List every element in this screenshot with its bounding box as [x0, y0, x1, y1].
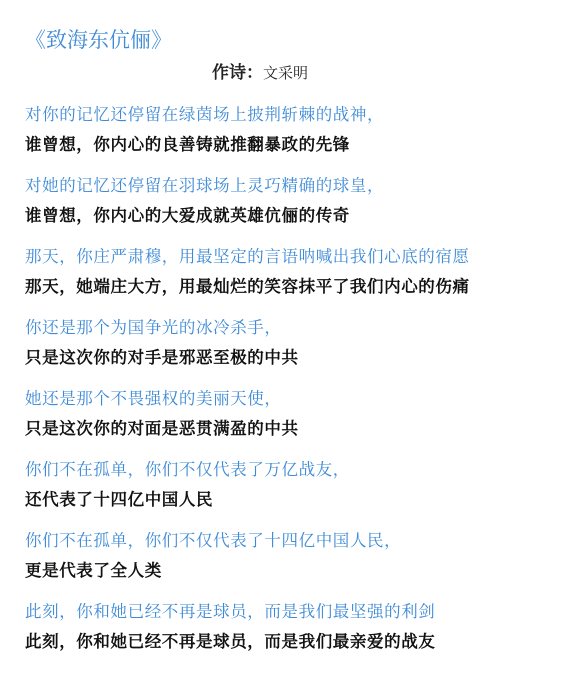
- stanza-line-black: 更是代表了全人类: [25, 561, 162, 580]
- stanza-6: [25, 455, 570, 515]
- stanza-line-black: 谁曾想，你内心的良善铸就推翻暴政的先锋: [25, 135, 350, 154]
- author-label: 作诗：: [212, 63, 263, 83]
- stanza-line-black: 谁曾想，你内心的大爱成就英雄伉俪的传奇: [25, 206, 350, 225]
- stanza-5: [25, 384, 570, 444]
- stanza-line-blue: 那天，你庄严肃穆，用最坚定的言语呐喊出我们心底的宿愿: [25, 247, 470, 266]
- stanza-line-blue: 她还是那个不畏强权的美丽天使，: [25, 389, 282, 408]
- stanza-7: [25, 526, 570, 586]
- stanza-line-black: 那天，她端庄大方，用最灿烂的笑容抹平了我们内心的伤痛: [25, 277, 470, 296]
- stanza-3: [25, 242, 570, 302]
- poem-title: 《致海东伉俪》: [25, 28, 172, 52]
- stanza-8: [25, 597, 570, 657]
- author-line: [212, 62, 308, 84]
- stanza-2: [25, 171, 570, 231]
- stanza-line-blue: 对你的记忆还停留在绿茵场上披荆斩棘的战神，: [25, 105, 385, 124]
- stanza-line-blue: 你们不在孤单，你们不仅代表了万亿战友，: [25, 460, 350, 479]
- stanza-line-blue: 对她的记忆还停留在羽球场上灵巧精确的球皇，: [25, 176, 385, 195]
- stanza-4: [25, 313, 570, 373]
- stanza-1: [25, 100, 570, 160]
- stanza-line-blue: 你们不在孤单，你们不仅代表了十四亿中国人民，: [25, 531, 402, 550]
- stanza-line-black: 此刻，你和她已经不再是球员，而是我们最亲爱的战友: [25, 632, 436, 651]
- stanza-line-blue: 此刻，你和她已经不再是球员，而是我们最坚强的利剑: [25, 602, 436, 621]
- stanza-line-black: 只是这次你的对手是邪恶至极的中共: [25, 348, 299, 367]
- stanza-line-black: 只是这次你的对面是恶贯满盈的中共: [25, 419, 299, 438]
- author-name: 文采明: [263, 64, 309, 82]
- stanza-line-blue: 你还是那个为国争光的冰冷杀手，: [25, 318, 282, 337]
- stanza-line-black: 还代表了十四亿中国人民: [25, 490, 214, 509]
